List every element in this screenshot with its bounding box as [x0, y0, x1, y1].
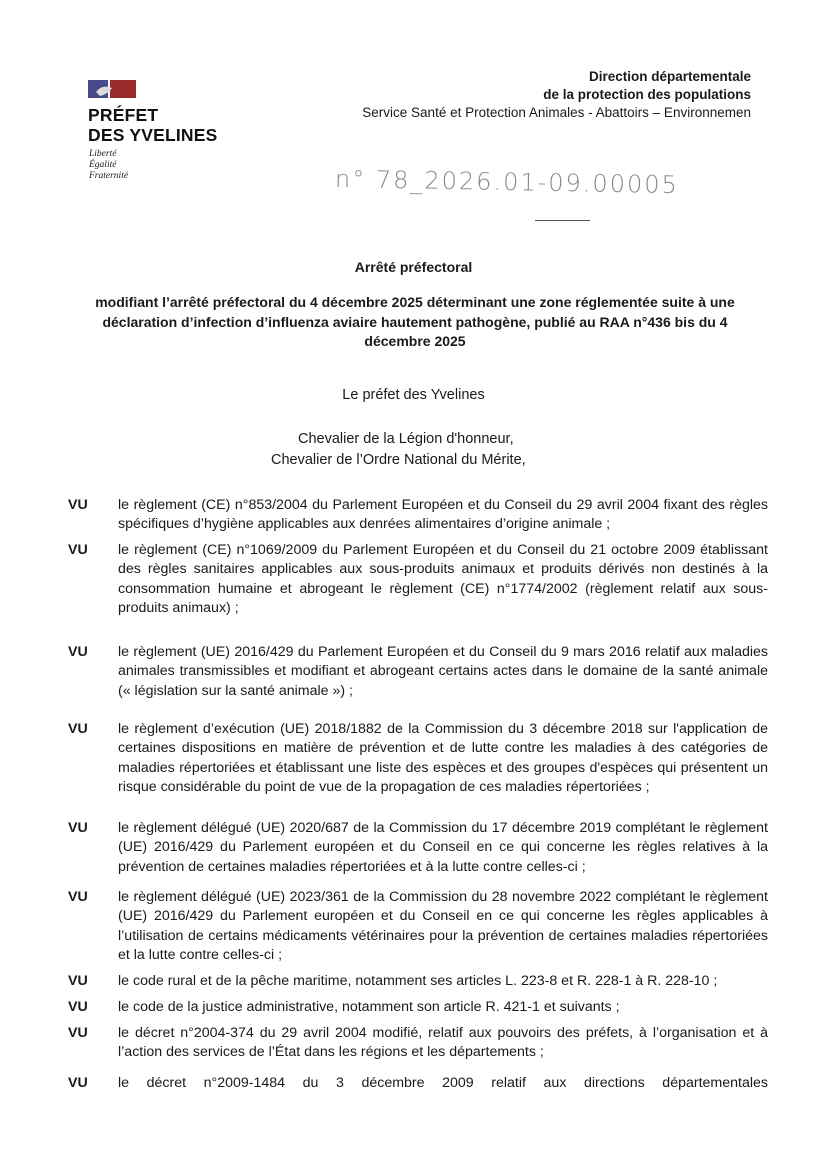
vu-text: le règlement (CE) n°1069/2009 du Parlement Européen et du Conseil du 21 octobre 2009 établissant des règles sanitaires applicables aux sous-produits animaux et produits dérivés non destinés à la consommation humaine et abrogeant le règlement (CE) n°1774/2002 (règlement relatif aux sous-produits animaux) ;: [118, 542, 768, 616]
vu-paragraph: [68, 720, 768, 797]
vu-label: VU: [68, 889, 88, 905]
devise: Liberté Égalité Fraternité: [89, 149, 129, 181]
vu-text: le décret n°2004-374 du 29 avril 2004 modifié, relatif aux pouvoirs des préfets, à l’organisation et à l’action des services de l’État dans les régions et les départements ;: [118, 1025, 768, 1061]
vu-paragraph: [68, 1024, 768, 1063]
vu-paragraph: [68, 998, 768, 1017]
document-subtitle: modifiant l’arrêté préfectoral du 4 décembre 2025 déterminant une zone réglementée suite à une déclaration d’infection d’influenza aviaire hautement pathogène, publié au RAA n°436 bis du 4 décembre 2025: [95, 294, 735, 349]
handwritten-number: n° 78_2026.01-09.00005: [334, 165, 680, 199]
vu-text: le décret n°2009-1484 du 3 décembre 2009 relatif aux directions départementales: [118, 1075, 768, 1091]
vu-label: VU: [68, 542, 88, 558]
vu-label: VU: [68, 721, 88, 737]
direction-header: Direction départementale de la protection des populations Service Santé et Protection Animales - Abattoirs – Environnemen: [362, 69, 751, 120]
vu-label: VU: [68, 644, 88, 660]
document-title: Arrêté préfectoral: [354, 259, 473, 275]
vu-paragraph: [68, 643, 768, 701]
marianne-logo-icon: [88, 80, 136, 100]
chevalier-titles: Chevalier de la Légion d'honneur, Chevalier de l’Ordre National du Mérite,: [271, 431, 526, 468]
vu-text: le code rural et de la pêche maritime, notamment ses articles L. 223-8 et R. 228-1 à R. 228-10 ;: [118, 973, 718, 989]
vu-text: le règlement délégué (UE) 2020/687 de la Commission du 17 décembre 2019 complétant le règlement (UE) 2016/429 du Parlement européen et du Conseil en ce qui concerne les règles relatives à la prévention de certaines maladies répertoriées et à la lutte contre celles-ci ;: [118, 820, 768, 875]
prefet-logo-text: PRÉFET DES YVELINES: [88, 105, 218, 145]
vu-paragraph: [68, 819, 768, 877]
vu-paragraph: [68, 888, 768, 965]
vu-text: le règlement d’exécution (UE) 2018/1882 de la Commission du 3 décembre 2018 sur l'application de certaines dispositions en matière de prévention et de lutte contre les maladies à des catégories de maladies répertoriées et établissant une liste des espèces et des groupes d'espèces qui présentent un risque considérable du point de vue de la propagation de ces maladies répertoriées ;: [118, 721, 768, 795]
vu-label: VU: [68, 497, 88, 513]
vu-label: VU: [68, 999, 88, 1015]
vu-paragraph: [68, 1074, 768, 1093]
vu-text: le règlement délégué (UE) 2023/361 de la Commission du 28 novembre 2022 complétant le règlement (UE) 2016/429 du Parlement européen et du Conseil en ce qui concerne les règles applicables à l’utilisation de certains médicaments vétérinaires pour la prévention de certaines maladies répertoriées et la lutte contre celles-ci ;: [118, 889, 768, 963]
vu-label: VU: [68, 1025, 88, 1041]
vu-text: le code de la justice administrative, notamment son article R. 421-1 et suivants ;: [118, 999, 620, 1015]
vu-text: le règlement (UE) 2016/429 du Parlement Européen et du Conseil du 9 mars 2016 relatif aux maladies animales transmissibles et modifiant et abrogeant certains actes dans le domaine de la santé animale (« législation sur la santé animale ») ;: [118, 644, 768, 699]
vu-label: VU: [68, 973, 88, 989]
vu-paragraph: [68, 541, 768, 618]
vu-paragraph: [68, 972, 768, 991]
prefet-line: Le préfet des Yvelines: [342, 387, 485, 403]
vu-text: le règlement (CE) n°853/2004 du Parlement Européen et du Conseil du 29 avril 2004 fixant des règles spécifiques d’hygiène applicables aux denrées alimentaires d’origine animale ;: [118, 497, 768, 533]
vu-paragraph: [68, 496, 768, 535]
vu-label: VU: [68, 820, 88, 836]
vu-label: VU: [68, 1075, 88, 1091]
divider: [535, 220, 590, 221]
